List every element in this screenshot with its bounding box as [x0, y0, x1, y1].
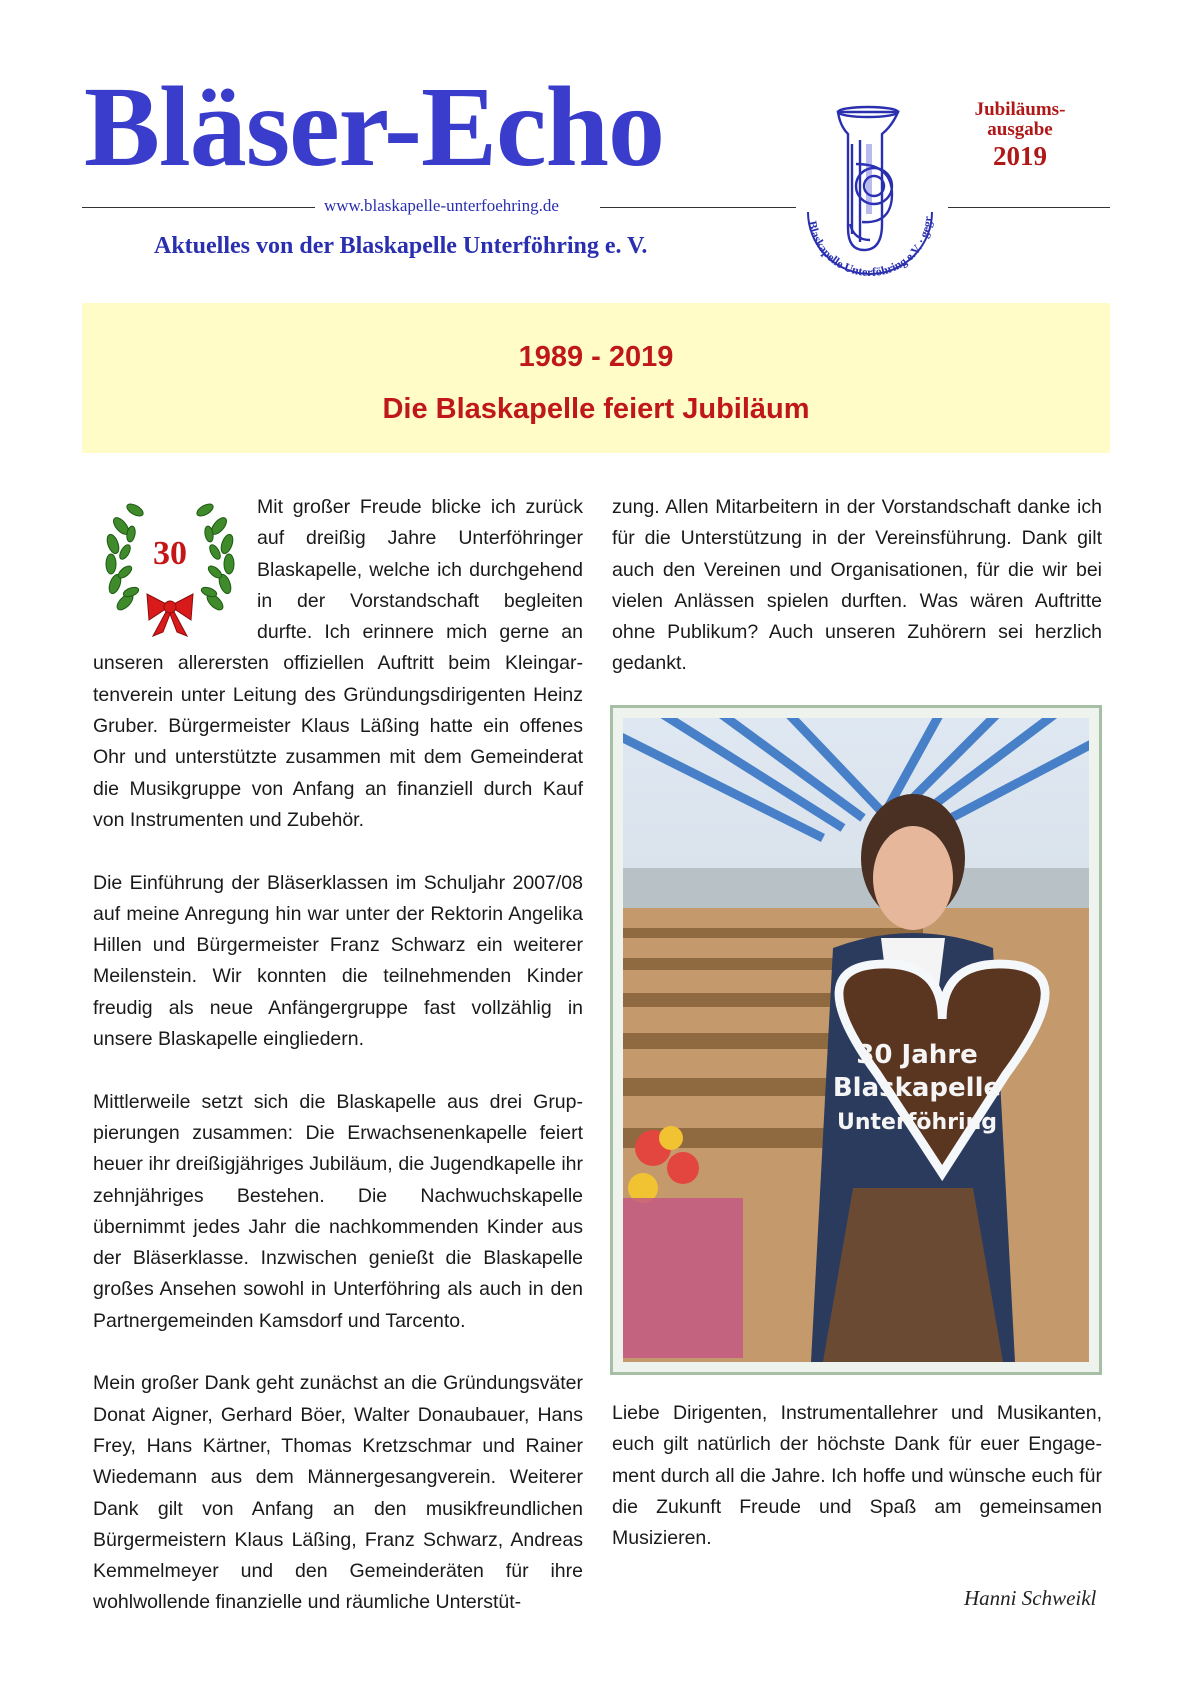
article-paragraph-6: Liebe Dirigenten, Instrumentallehrer und Musikanten, euch gilt natürlich der höchste Dank für euer Engagement durch all die Jahre. Ich hoffe und wünsche euch für die Zukunft Freude und Spaß am gemeinsamen Musizieren. — [612, 1402, 1102, 1550]
article-paragraph-3: Mittlerweile setzt sich die Blaskapelle aus drei Gruppierungen zusammen: Die Erwachsenenkapelle feiert heuer ihr dreißigjähriges Jubiläum, die Jugendkapelle ihr zehnjähriges Bestehen. Die Nachwuchskapelle übernimmt jedes Jahr die nachkommenden Kinder aus der Bläserklasse. Inzwischen genießt die Blaskapelle großes Ansehen sowohl in Unterföhring als auch in den Partnergemeinden Kamsdorf und Tarcento. — [93, 1090, 583, 1332]
article-paragraph-1: Mit großer Freude blicke ich zurück auf dreißig Jahre Unterföhringer Blaskapelle, welche ich durchgehend in der Vorstandschaft begleiten durfte. Ich erinnere mich gerne an unseren allerersten offiziellen Auftritt beim Kleingartenverein unter Leitung des Gründungsdirigenten Heinz Gruber. Bürgermeister Klaus Läßing hatte ein offenes Ohr und unterstützte zusammen mit dem Gemeinderat die Musikgruppe von Anfang an finanziell durch Kauf von Instrumenten und Zubehör. — [93, 496, 583, 831]
heart-text-2: Blaskapelle — [832, 1073, 1002, 1103]
logo-ring-text: Blaskapelle Unterföhring e.V. · gegr — [805, 215, 935, 279]
header-rule-right — [948, 207, 1110, 208]
masthead-subtitle: Aktuelles von der Blaskapelle Unterföhring e. V. — [154, 233, 648, 259]
laurel-wreath-icon — [91, 494, 249, 644]
anniversary-wreath — [91, 494, 249, 644]
heart-text-1: 30 Jahre — [856, 1040, 978, 1070]
tuba-logo-icon — [796, 104, 944, 284]
edition-label-2: ausgabe — [987, 119, 1053, 140]
masthead-title: Bläser-Echo — [84, 63, 665, 190]
festival-tent-photo-icon — [623, 718, 1089, 1362]
header-rule-left — [82, 207, 315, 208]
edition-label-1: Jubiläums- — [974, 99, 1066, 120]
headline-banner — [82, 303, 1110, 453]
header-rule-mid — [600, 207, 796, 208]
club-logo — [796, 104, 944, 284]
banner-headline: Die Blaskapelle feiert Jubiläum — [382, 393, 810, 425]
article-paragraph-5: zung. Allen Mitarbeitern in der Vorstandschaft danke ich für die Unterstützung in der Vereinsführung. Dank gilt auch den Vereinen und Organisationen, für die wir bei vielen Anlässen spielen durften. Was wären Auftritte ohne Publikum? Auch unseren Zuhörern sei herzlich gedankt. — [612, 496, 1102, 675]
website-url: www.blaskapelle-unterfoehring.de — [318, 196, 565, 216]
heart-text-3: Unterföhring — [837, 1110, 997, 1135]
article-right-column-top — [612, 492, 1102, 680]
article-left-column — [93, 492, 583, 1619]
article-right-column-bottom — [612, 1398, 1102, 1554]
article-paragraph-4: Mein großer Dank geht zunächst an die Gründungsväter Donat Aigner, Gerhard Böer, Walter Donaubauer, Hans Frey, Hans Kärtner, Thomas Kretzschmar und Rainer Wiedemann aus dem Männergesangverein. Weiterer Dank gilt von Anfang an den musikfreundlichen Bürgermeistern Klaus Läßing, Franz Schwarz, Andreas Kemmelmeyer und den Gemeinderäten für ihre wohlwollende finanzielle und räumliche Unterstüt- — [93, 1372, 583, 1614]
edition-year: 2019 — [993, 141, 1047, 171]
wreath-number: 30 — [153, 535, 187, 572]
anniversary-photo — [610, 705, 1102, 1375]
author-signature: Hanni Schweikl — [964, 1586, 1097, 1610]
edition-badge — [970, 100, 1070, 172]
article-paragraph-2: Die Einführung der Bläserklassen im Schuljahr 2007/08 auf meine Anregung hin war unter der Rektorin Angelika Hillen und Bürgermeister Franz Schwarz ein weiterer Meilenstein. Wir konnten die teilnehmenden Kinder freudig als neue Anfängergruppe fast vollzählig in unsere Blaskapelle eingliedern. — [93, 871, 583, 1051]
banner-years: 1989 - 2019 — [518, 341, 674, 373]
